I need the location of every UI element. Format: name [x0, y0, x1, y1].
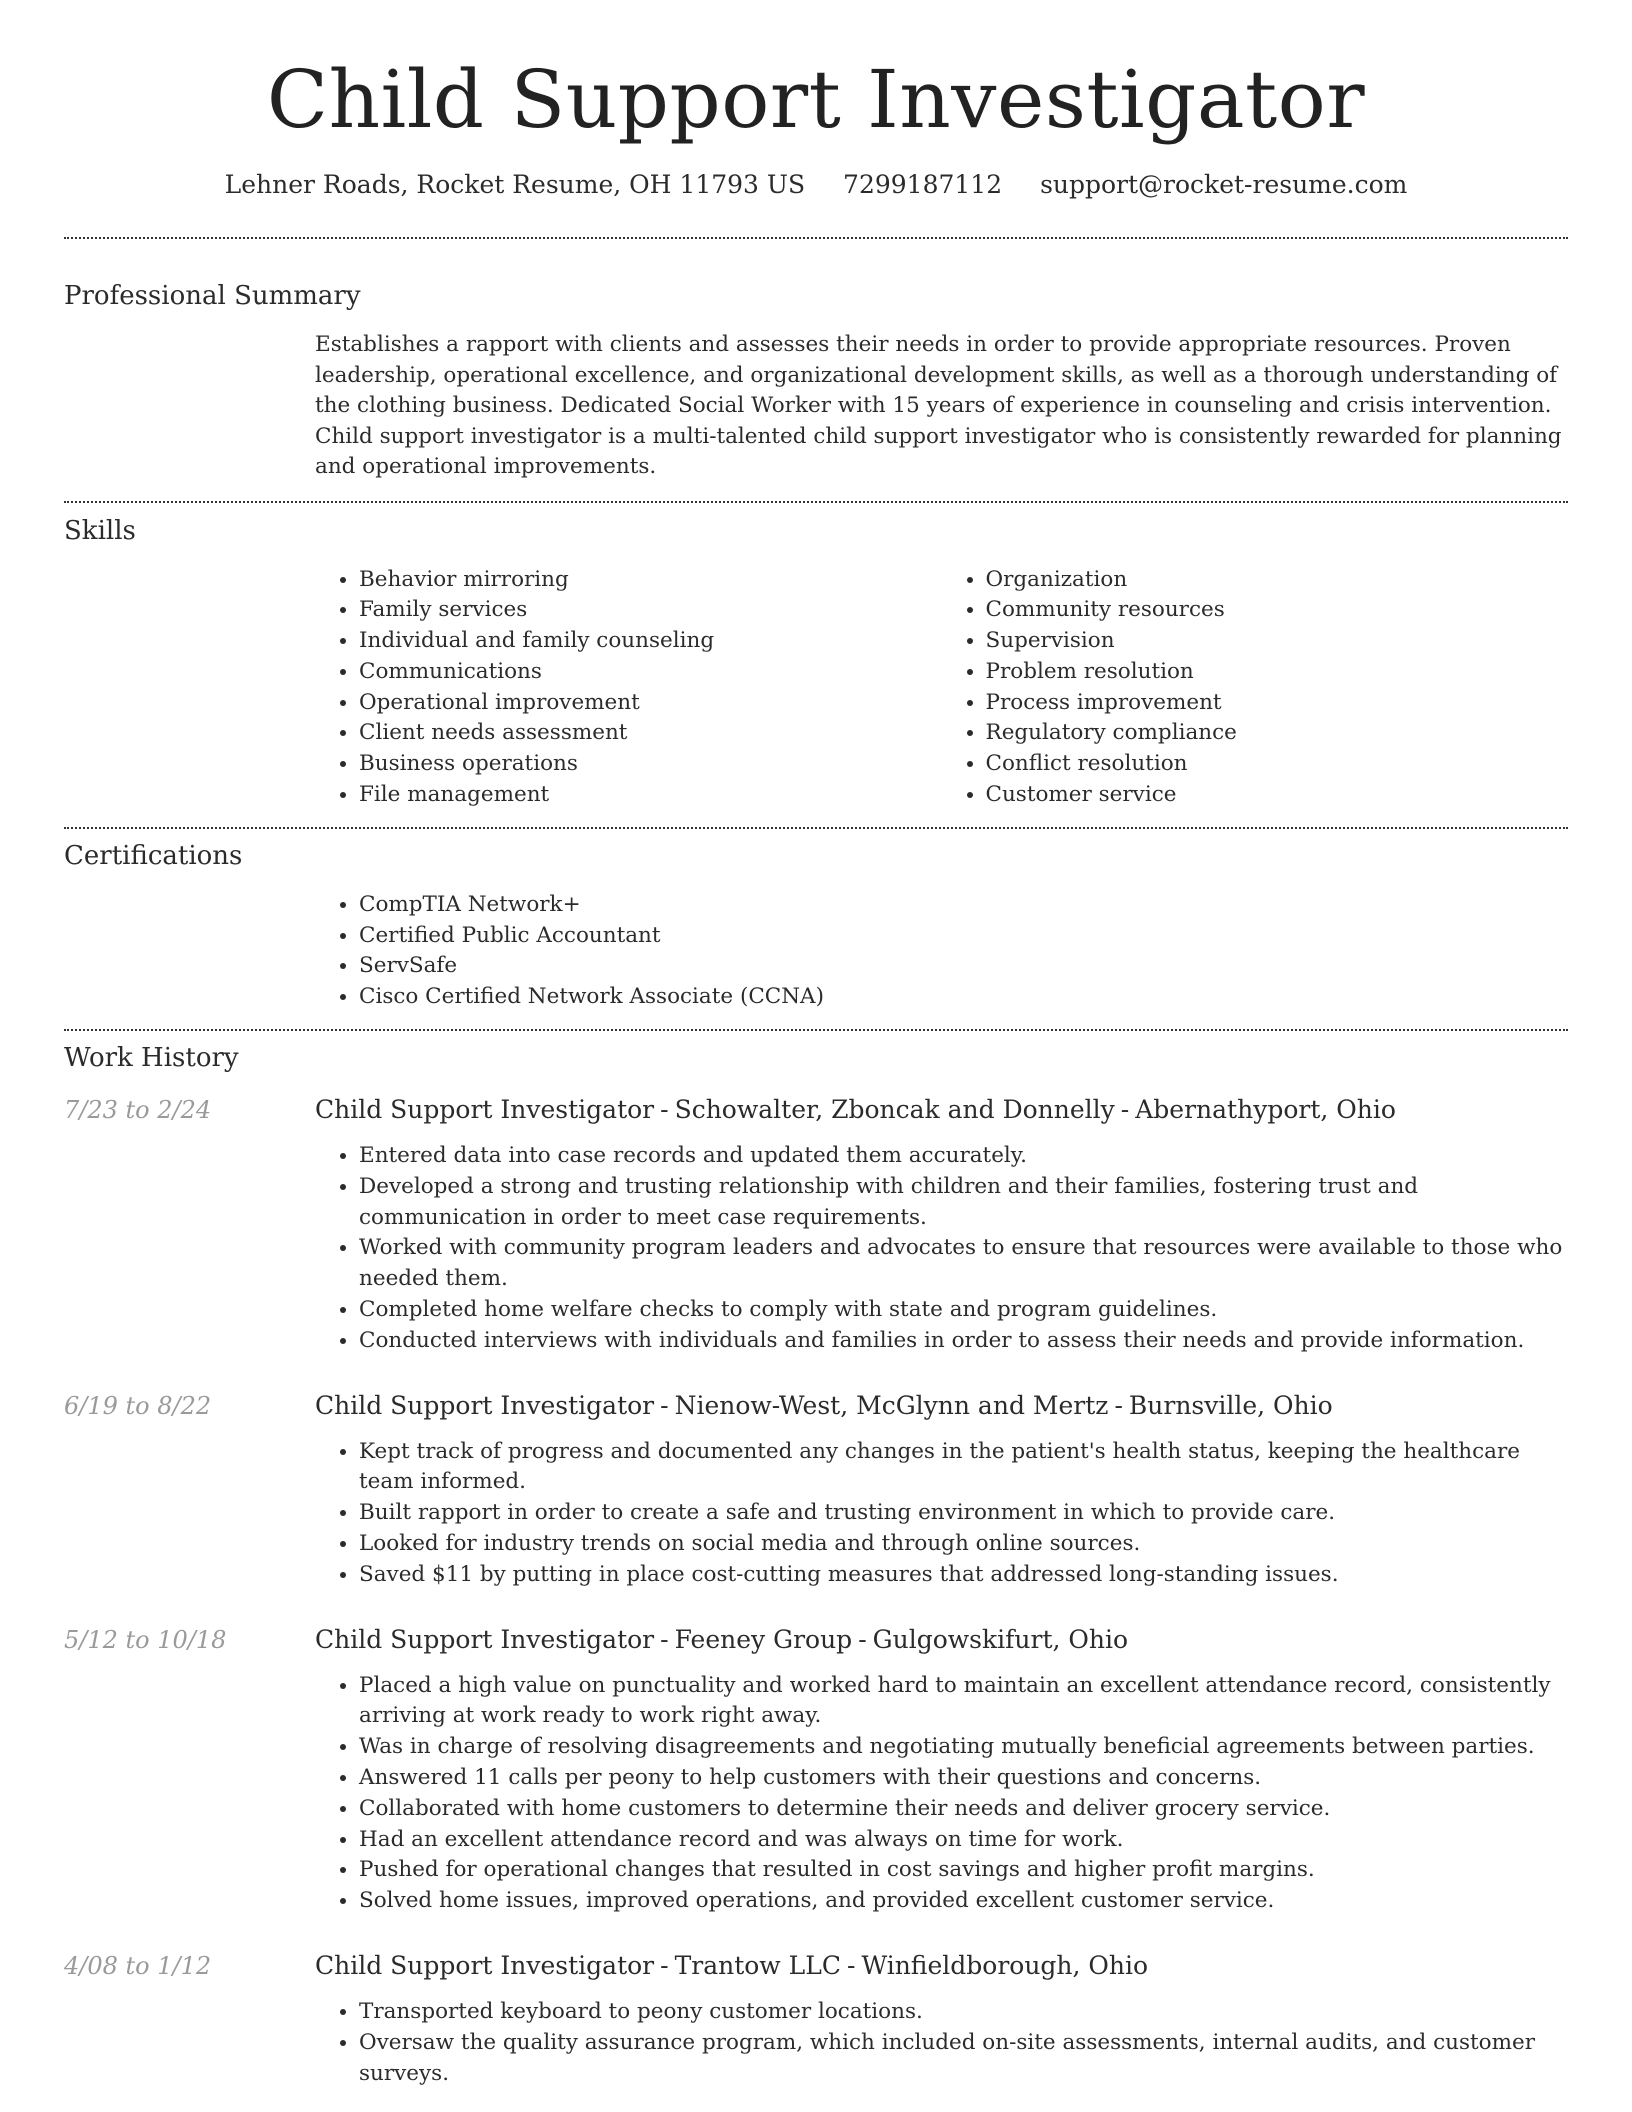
list-item: • Completed home welfare checks to comply with state and program guidelines. — [359, 1295, 1568, 1326]
job-role: Child Support Investigator — [315, 1624, 655, 1654]
job-company: Trantow LLC — [674, 1951, 841, 1980]
list-item: • Pushed for operational changes that resulted in cost savings and higher profit margins. — [359, 1855, 1568, 1886]
list-item: • Had an excellent attendance record and was always on time for work. — [359, 1825, 1568, 1856]
list-item: • Collaborated with home customers to determine their needs and deliver grocery service. — [359, 1794, 1568, 1825]
job-heading — [315, 1623, 1568, 1657]
section-title-summary: Professional Summary — [64, 281, 361, 311]
separator: - — [660, 1390, 669, 1420]
list-item: • Communications — [359, 657, 942, 688]
section-title-work-history: Work History — [64, 1043, 239, 1074]
list-item: • Conflict resolution — [986, 749, 1569, 780]
list-item: • Oversaw the quality assurance program, which included on-site assessments, internal audits, and customer surveys. — [359, 2028, 1568, 2090]
job-dates: 6/19 to 8/22 — [64, 1391, 212, 1420]
list-item: • Cisco Certified Network Associate (CCNA) — [359, 982, 1568, 1013]
list-item: • File management — [359, 780, 942, 811]
job-dates: 4/08 to 1/12 — [64, 1952, 212, 1980]
job-bullets — [315, 1141, 1568, 1357]
list-item: • ServSafe — [359, 951, 1568, 982]
list-item: • Worked with community program leaders and advocates to ensure that resources were available to those who needed them. — [359, 1233, 1568, 1295]
separator: - — [858, 1624, 867, 1654]
job-heading — [315, 1389, 1568, 1423]
job-location: Winfieldborough, Ohio — [861, 1951, 1149, 1980]
job-dates: 5/12 to 10/18 — [64, 1625, 227, 1654]
divider — [64, 501, 1568, 503]
contact-email: support@rocket-resume.com — [1040, 170, 1408, 199]
divider — [64, 1029, 1568, 1031]
resume-page — [64, 0, 1568, 2089]
job-role: Child Support Investigator — [315, 1095, 655, 1125]
list-item: • Customer service — [986, 780, 1569, 811]
list-item: • Behavior mirroring — [359, 565, 942, 596]
skills-list — [315, 565, 1568, 811]
list-item: • Transported keyboard to peony customer locations. — [359, 1997, 1568, 2028]
list-item: • Saved $11 by putting in place cost-cutting measures that addressed long-standing issues. — [359, 1560, 1568, 1591]
skills-column-left — [315, 565, 942, 811]
list-item: • Family services — [359, 595, 942, 626]
list-item: • Kept track of progress and documented any changes in the patient's health status, keeping the healthcare team informed. — [359, 1437, 1568, 1499]
list-item: • Problem resolution — [986, 657, 1569, 688]
list-item: • Looked for industry trends on social media and through online sources. — [359, 1529, 1568, 1560]
list-item: • Community resources — [986, 595, 1569, 626]
separator: - — [660, 1095, 669, 1125]
job-location: Gulgowskifurt, Ohio — [872, 1624, 1129, 1654]
divider — [64, 827, 1568, 829]
list-item: • Individual and family counseling — [359, 626, 942, 657]
job-company: Schowalter, Zboncak and Donnelly — [674, 1095, 1115, 1125]
section-title-certifications: Certifications — [64, 840, 243, 871]
job-location: Burnsville, Ohio — [1128, 1390, 1333, 1420]
list-item: • Client needs assessment — [359, 718, 942, 749]
list-item: • Business operations — [359, 749, 942, 780]
job-entry — [64, 1093, 1568, 1357]
resume-name: Child Support Investigator — [266, 53, 1366, 146]
separator: - — [660, 1951, 669, 1980]
list-item: • Solved home issues, improved operations, and provided excellent customer service. — [359, 1886, 1568, 1917]
job-entry — [64, 1949, 1568, 2089]
separator: - — [1120, 1095, 1130, 1125]
job-bullets — [315, 1997, 1568, 2089]
list-item: • Entered data into case records and updated them accurately. — [359, 1141, 1568, 1172]
job-heading — [315, 1949, 1568, 1983]
list-item: • CompTIA Network+ — [359, 890, 1568, 921]
summary-text: Establishes a rapport with clients and assesses their needs in order to provide appropriate resources. Proven leadership, operational excellence, and organizational development skills, as well as a thorough understanding of the clothing business. Dedicated Social Worker with 15 years of experience in counseling and crisis intervention. Child support investigator is a multi-talented child support investigator who is consistently rewarded for planning and operational improvements. — [315, 332, 1562, 479]
job-company: Nienow-West, McGlynn and Mertz — [674, 1390, 1109, 1420]
list-item: • Built rapport in order to create a safe and trusting environment in which to provide care. — [359, 1498, 1568, 1529]
list-item: • Process improvement — [986, 688, 1569, 719]
list-item: • Operational improvement — [359, 688, 942, 719]
list-item: • Conducted interviews with individuals and families in order to assess their needs and provide information. — [359, 1326, 1568, 1357]
list-item: • Placed a high value on punctuality and worked hard to maintain an excellent attendance record, consistently arriving at work ready to work right away. — [359, 1671, 1568, 1733]
job-role: Child Support Investigator — [315, 1390, 655, 1420]
contact-address: Lehner Roads, Rocket Resume, OH 11793 US — [224, 170, 806, 199]
job-role: Child Support Investigator — [315, 1951, 655, 1980]
divider — [64, 237, 1568, 239]
job-dates: 7/23 to 2/24 — [64, 1096, 212, 1125]
separator: - — [846, 1951, 856, 1980]
separator: - — [660, 1624, 669, 1654]
certifications-list — [315, 890, 1568, 1013]
job-entry — [64, 1623, 1568, 1917]
list-item: • Developed a strong and trusting relationship with children and their families, fostering trust and communication in order to meet case requirements. — [359, 1172, 1568, 1234]
list-item: • Organization — [986, 565, 1569, 596]
section-title-skills: Skills — [64, 515, 136, 546]
list-item: • Answered 11 calls per peony to help customers with their questions and concerns. — [359, 1763, 1568, 1794]
list-item: • Was in charge of resolving disagreements and negotiating mutually beneficial agreements between parties. — [359, 1732, 1568, 1763]
contact-phone: 7299187112 — [843, 170, 1003, 199]
job-bullets — [315, 1437, 1568, 1591]
separator: - — [1114, 1390, 1123, 1420]
job-company: Feeney Group — [674, 1624, 853, 1654]
job-location: Abernathyport, Ohio — [1135, 1095, 1396, 1125]
job-entry — [64, 1389, 1568, 1591]
job-heading — [315, 1093, 1568, 1127]
skills-column-right — [942, 565, 1569, 811]
job-bullets — [315, 1671, 1568, 1917]
contact-line — [64, 170, 1568, 199]
list-item: • Certified Public Accountant — [359, 921, 1568, 952]
list-item: • Regulatory compliance — [986, 718, 1569, 749]
list-item: • Supervision — [986, 626, 1569, 657]
